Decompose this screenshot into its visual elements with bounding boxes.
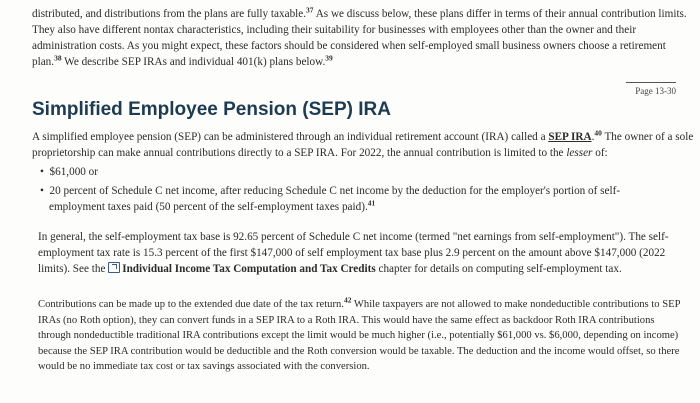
bullet-1-text: $61,000 or bbox=[49, 166, 98, 178]
p1-text-a: A simplified employee pension (SEP) can be administered through an individual retirement account (IRA) called a bbox=[32, 131, 549, 143]
footnote-42[interactable]: 42 bbox=[343, 295, 352, 305]
contributions-paragraph bbox=[38, 297, 688, 375]
page-reference: Page 13-30 bbox=[626, 82, 676, 96]
bullet-2-text-a: 20 percent of Schedule C net income, after reducing Schedule C net income by the deduction for the employer's portion of self- bbox=[49, 185, 621, 197]
footnote-39[interactable]: 39 bbox=[325, 53, 333, 63]
external-link-icon[interactable] bbox=[108, 262, 120, 273]
p1-text-b: The owner of a sole proprietorship can make annual contributions directly to a SEP IRA. For 2022, the annual contribution is limited to the bbox=[32, 131, 694, 159]
footnote-38[interactable]: 38 bbox=[54, 53, 62, 63]
footnote-40[interactable]: 40 bbox=[594, 128, 602, 138]
p1-italic-lesser: lesser bbox=[566, 147, 593, 159]
footnote-41[interactable]: 41 bbox=[367, 198, 376, 208]
bullet-item-1: • $61,000 or bbox=[40, 166, 98, 178]
intro-text-1: distributed, and distributions from the plans are fully taxable. bbox=[32, 8, 307, 20]
se-tax-paragraph bbox=[38, 229, 688, 277]
sep-definition-paragraph: A simplified employee pension (SEP) can be administered through an individual retirement account (IRA) called a SEP IRA.$^{40}$ The owner of a sole proprietorship can make annual contributions directly to a SEP IRA. For 2022, the annual contribution is limited to the lesser of: bbox=[32, 128, 694, 159]
p3-text-a: Contributions can be made up to the extended due date of the tax return. bbox=[38, 299, 344, 310]
tax-computation-chapter-link[interactable]: Individual Income Tax Computation and Tax Credits bbox=[122, 263, 376, 275]
p3-text-b: While taxpayers are not allowed to make nondeductible contributions to SEP IRAs (no Roth option), they can convert funds in a SEP IRA to a Roth IRA. This would have the same effect as backdoor Roth IRA contributions through nondeductible traditional IRA contributions except the limit would be much higher (i.e., potentially $61,000 vs. $6,000, depending on income) because the SEP IRA contribution would be deductible and the Roth conversion would be taxable. The deduction and the income would offset, so there would be no immediate tax cost or tax savings associated with the conversion. bbox=[38, 299, 681, 372]
footnote-37[interactable]: 37 bbox=[306, 5, 314, 15]
bullet-item-2: • 20 percent of Schedule C net income, after reducing Schedule C net income by the deduction for the employer's portion of self- employment taxes paid (50 percent of the self-employment taxes paid).$^{41}$ bbox=[40, 185, 621, 213]
intro-paragraph bbox=[32, 6, 692, 70]
p2-text-a: In general, the self-employment tax base is 92.65 percent of Schedule C net income (termed "net earnings from self-employment"). The self-employment tax rate is 15.3 percent of the first $147,000 of self employment tax base plus 2.9 percent on the amount above $147,000 (2022 limits). See the bbox=[38, 231, 669, 275]
section-heading: Simplified Employee Pension (SEP) IRA bbox=[32, 99, 391, 120]
intro-text-2: As we discuss below, these plans differ in terms of their annual contribution limits. They also have different nontax characteristics, including their suitability for businesses with employees other than the owner and their administration costs. As you might expect, these factors should be considered when self-employed small business owners choose a retirement plan. bbox=[32, 8, 687, 68]
p2-text-b: chapter for details on computing self-employment tax. bbox=[375, 263, 622, 275]
intro-text-3: We describe SEP IRAs and individual 401(k) plans below. bbox=[61, 56, 326, 68]
p1-text-c: of: bbox=[592, 147, 608, 159]
bullet-2-text-b: employment taxes paid (50 percent of the self-employment taxes paid). bbox=[49, 201, 368, 213]
sep-ira-link[interactable]: SEP IRA bbox=[548, 131, 592, 143]
